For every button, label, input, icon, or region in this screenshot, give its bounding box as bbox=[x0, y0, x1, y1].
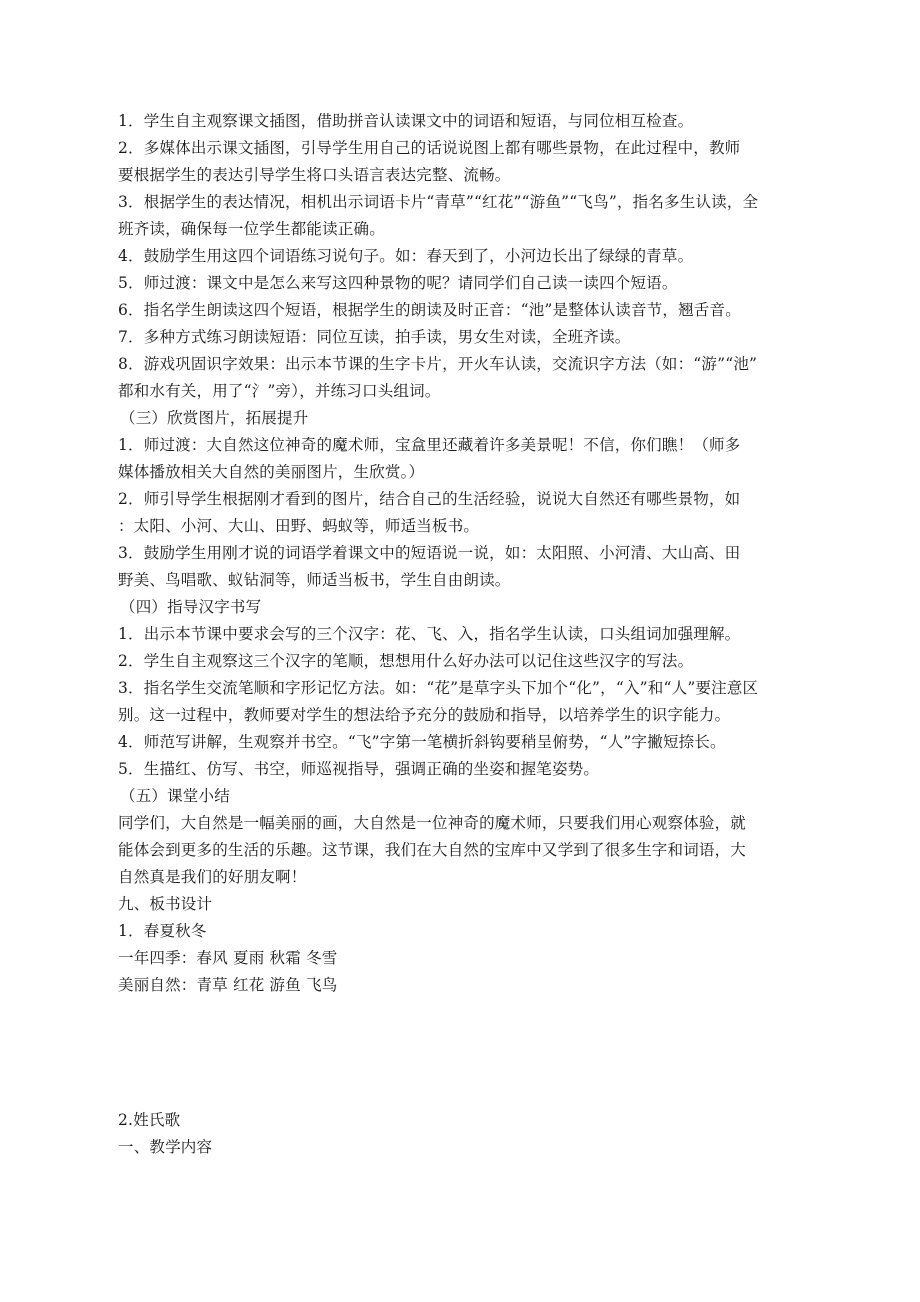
section-5-heading: （五）课堂小结 bbox=[120, 787, 230, 805]
section-3-heading: （三）欣赏图片，拓展提升 bbox=[120, 409, 309, 427]
teaching-content-heading: 一、教学内容 bbox=[118, 1138, 213, 1156]
next-lesson-title: 2.姓氏歌 bbox=[118, 1111, 181, 1129]
sec3-step-2-line: 2．师引导学生根据刚才看到的图片，结合自己的生活经验，说说大自然还有哪些景物，如 bbox=[118, 490, 741, 508]
step-2-line: 2．多媒体出示课文插图，引导学生用自己的话说说图上都有哪些景物，在此过程中，教师 bbox=[118, 139, 741, 157]
summary-line-1: 同学们，大自然是一幅美丽的画，大自然是一位神奇的魔术师，只要我们用心观察体验，就 bbox=[118, 814, 747, 832]
sec3-step-1-cont-line: 媒体播放相关大自然的美丽图片，生欣赏。） bbox=[118, 463, 425, 481]
step-5-line: 5．师过渡：课文中是怎么来写这四种景物的呢？请同学们自己读一读四个短语。 bbox=[118, 274, 678, 292]
sec4-step-3-line: 3．指名学生交流笔顺和字形记忆方法。如：“花”是草字头下加个“化”，“入”和“人”要注意区 bbox=[118, 679, 759, 697]
step-7-line: 7．多种方式练习朗读短语：同位互读，拍手读，男女生对读，全班齐读。 bbox=[118, 328, 631, 346]
summary-line-2: 能体会到更多的生活的乐趣。这节课，我们在大自然的宝库中又学到了很多生字和词语，大 bbox=[118, 841, 747, 859]
board-design-heading: 九、板书设计 bbox=[118, 895, 213, 913]
step-1-line: 1．学生自主观察课文插图，借助拼音认读课文中的词语和短语，与同位相互检查。 bbox=[118, 112, 694, 130]
summary-line-3: 自然真是我们的好朋友啊！ bbox=[118, 868, 307, 886]
sec4-step-4-line: 4．师范写讲解，生观察并书空。“飞”字第一笔横折斜钩要稍呈俯势，“人”字撇短捺长。 bbox=[118, 733, 726, 751]
sec4-step-1-line: 1．出示本节课中要求会写的三个汉字：花、飞、入，指名学生认读，口头组词加强理解。 bbox=[118, 625, 741, 643]
sec4-step-5-line: 5．生描红、仿写、书空，师巡视指导，强调正确的坐姿和握笔姿势。 bbox=[118, 760, 600, 778]
sec3-step-3-line: 3．鼓励学生用刚才说的词语学着课文中的短语说一说，如：太阳照、小河清、大山高、田 bbox=[118, 544, 741, 562]
step-8-cont-line: 都和水有关，用了“氵”旁），并练习口头组词。 bbox=[118, 382, 441, 400]
step-4-line: 4．鼓励学生用这四个词语练习说句子。如：春天到了，小河边长出了绿绿的青草。 bbox=[118, 247, 694, 265]
lesson-steps-block bbox=[118, 108, 808, 999]
sec4-step-3-cont-line: 别。这一过程中，教师要对学生的想法给予充分的鼓励和指导，以培养学生的识字能力。 bbox=[118, 706, 731, 724]
step-8-line: 8．游戏巩固识字效果：出示本节课的生字卡片，开火车认读，交流识字方法（如：“游”“池” bbox=[118, 355, 758, 373]
step-3-cont-line: 班齐读，确保每一位学生都能读正确。 bbox=[118, 220, 385, 238]
step-3-line: 3．根据学生的表达情况，相机出示词语卡片“青草”“红花”“游鱼”“飞鸟”，指名多生认读，全 bbox=[118, 193, 759, 211]
section-4-heading: （四）指导汉字书写 bbox=[120, 598, 262, 616]
step-6-line: 6．指名学生朗读这四个短语，根据学生的朗读及时正音：“池”是整体认读音节，翘舌音。 bbox=[118, 301, 741, 319]
board-title-line: 1．春夏秋冬 bbox=[118, 922, 207, 940]
document-page bbox=[118, 108, 808, 1161]
sec3-step-1-line: 1．师过渡：大自然这位神奇的魔术师，宝盒里还藏着许多美景呢！不信，你们瞧！（师多 bbox=[118, 436, 741, 454]
sec3-step-2-cont-line: ：太阳、小河、大山、田野、蚂蚁等，师适当板书。 bbox=[118, 517, 480, 535]
board-nature-line: 美丽自然：青草 红花 游鱼 飞鸟 bbox=[118, 976, 338, 994]
sec3-step-3-cont-line: 野美、鸟唱歌、蚁钻洞等，师适当板书，学生自由朗读。 bbox=[118, 571, 511, 589]
board-seasons-line: 一年四季：春风 夏雨 秋霜 冬雪 bbox=[118, 949, 338, 967]
sec4-step-2-line: 2．学生自主观察这三个汉字的笔顺，想想用什么好办法可以记住这些汉字的写法。 bbox=[118, 652, 694, 670]
step-2-cont-line: 要根据学生的表达引导学生将口头语言表达完整、流畅。 bbox=[118, 166, 511, 184]
next-lesson-block bbox=[118, 1107, 808, 1161]
section-gap bbox=[118, 999, 808, 1107]
